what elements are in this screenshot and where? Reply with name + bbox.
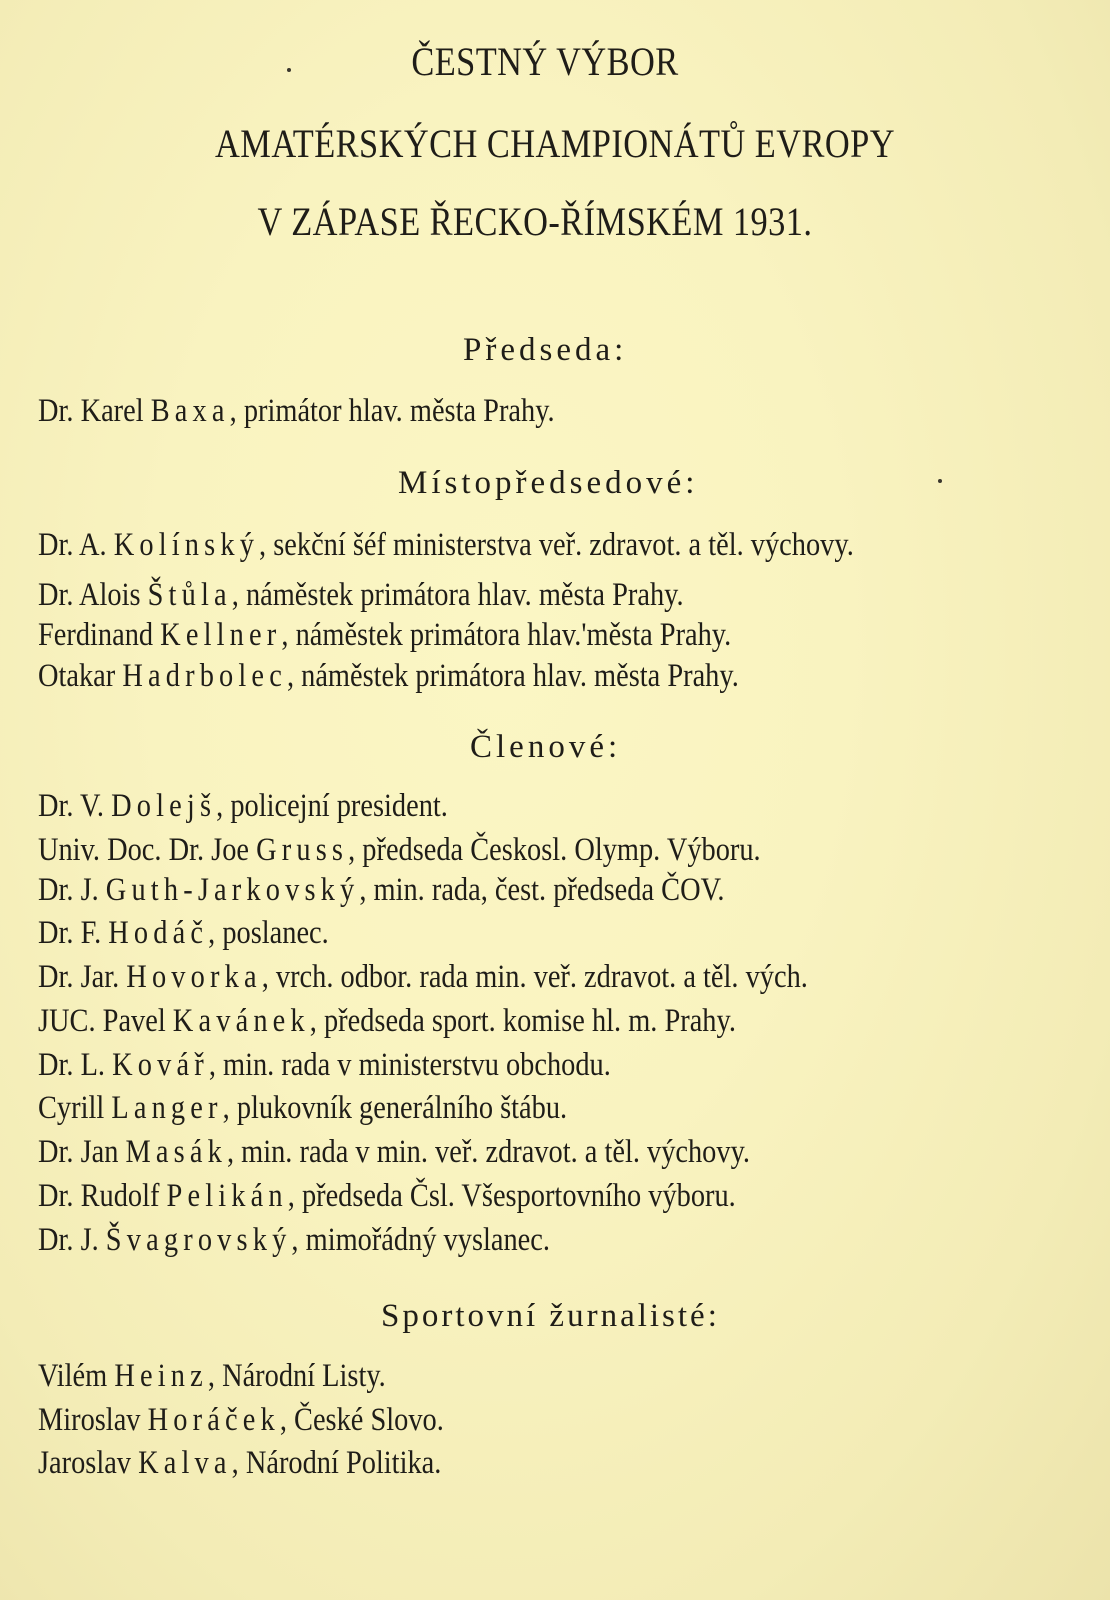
list-item <box>38 617 731 654</box>
entry-prefix: Dr. Jar. <box>38 959 120 995</box>
entry-surname: Guth-Jarkovský <box>105 872 360 908</box>
list-item <box>38 788 448 825</box>
heading-predseda: Předseda: <box>463 332 628 368</box>
entry-role: , předseda Českosl. Olymp. Výboru. <box>348 832 761 868</box>
heading-sportovni-zurnaliste: Sportovní žurnalisté: <box>381 1298 720 1334</box>
list-item <box>38 1090 567 1127</box>
list-item <box>38 658 739 695</box>
list-item <box>38 1134 750 1171</box>
entry-surname: Švagrovský <box>105 1222 292 1258</box>
entry-role: , min. rada v ministerstvu obchodu. <box>208 1047 611 1083</box>
print-speck <box>938 479 942 483</box>
entry-surname: Langer <box>111 1090 223 1126</box>
list-item <box>38 1445 441 1482</box>
list-item <box>38 959 808 996</box>
list-item <box>38 527 854 564</box>
entry-surname: Hodáč <box>108 915 209 951</box>
entry-prefix: Dr. Alois <box>38 577 141 613</box>
title-line-1: ČESTNÝ VÝBOR <box>411 39 679 84</box>
entry-role: , min. rada, čest. předseda ČOV. <box>359 872 725 908</box>
entry-role: , policejní president. <box>216 788 448 824</box>
entry-role: , Národní Politika. <box>231 1445 442 1481</box>
entry-surname: Kellner <box>160 617 282 653</box>
entry-prefix: Otakar <box>38 658 116 694</box>
list-item <box>38 1402 444 1439</box>
entry-surname: Kalva <box>138 1445 232 1481</box>
list-item <box>38 872 725 909</box>
entry-role: , plukovník generálního štábu. <box>222 1090 568 1126</box>
list-item <box>38 832 761 869</box>
entry-role: , Národní Listy. <box>207 1358 386 1394</box>
entry-prefix: Dr. Karel <box>38 393 144 429</box>
entry-role: , vrch. odbor. rada min. veř. zdravot. a těl. vých. <box>261 959 808 995</box>
entry-surname: Horáček <box>147 1402 280 1438</box>
entry-prefix: Dr. A. <box>38 527 107 563</box>
heading-mistopredsedove: Místopředsedové: <box>398 465 699 501</box>
entry-prefix: Miroslav <box>38 1402 141 1438</box>
entry-prefix: Dr. Jan <box>38 1134 119 1170</box>
entry-prefix: JUC. Pavel <box>38 1003 166 1039</box>
entry-surname: Masák <box>125 1134 227 1170</box>
entry-surname: Dolejš <box>111 788 217 824</box>
list-item <box>38 577 684 614</box>
entry-role: , min. rada v min. veř. zdravot. a těl. výchovy. <box>226 1134 751 1170</box>
list-item <box>38 1047 611 1084</box>
entry-prefix: Dr. J. <box>38 1222 99 1258</box>
list-item <box>38 1222 550 1259</box>
list-item <box>38 915 329 952</box>
entry-prefix: Cyrill <box>38 1090 105 1126</box>
entry-prefix: Ferdinand <box>38 617 154 653</box>
entry-role: , předseda Čsl. Všesportovního výboru. <box>287 1178 736 1214</box>
title-line-2: AMATÉRSKÝCH CHAMPIONÁTŮ EVROPY <box>215 121 895 166</box>
list-item <box>38 1178 736 1215</box>
entry-prefix: Dr. Rudolf <box>38 1178 160 1214</box>
entry-surname: Hadrbolec <box>122 658 287 694</box>
entry-surname: Heinz <box>114 1358 208 1394</box>
entry-surname: Gruss <box>256 832 349 868</box>
entry-role: , sekční šéf ministerstva veř. zdravot. a těl. výchovy. <box>259 527 854 563</box>
entry-prefix: Dr. F. <box>38 915 102 951</box>
entry-role: , náměstek primátora hlav. města Prahy. <box>286 658 739 694</box>
entry-surname: Pelikán <box>166 1178 288 1214</box>
entry-surname: Baxa <box>150 393 230 429</box>
list-item <box>38 1003 736 1040</box>
entry-surname: Kavánek <box>172 1003 310 1039</box>
entry-surname: Hovorka <box>126 959 262 995</box>
entry-surname: Štůla <box>147 577 232 613</box>
entry-prefix: Dr. V. <box>38 788 104 824</box>
entry-prefix: Dr. L. <box>38 1047 106 1083</box>
entry-prefix: Dr. J. <box>38 872 99 908</box>
list-item <box>38 1358 386 1395</box>
entry-role: , České Slovo. <box>279 1402 444 1438</box>
entry-role: , náměstek primátora hlav.'města Prahy. <box>281 617 732 653</box>
entry-role: , poslanec. <box>208 915 329 951</box>
entry-prefix: Univ. Doc. Dr. Joe <box>38 832 249 868</box>
entry-prefix: Vilém <box>38 1358 108 1394</box>
heading-clenove: Členové: <box>470 729 622 765</box>
list-item <box>38 393 555 430</box>
entry-role: , mimořádný vyslanec. <box>291 1222 550 1258</box>
entry-surname: Kovář <box>112 1047 209 1083</box>
title-line-3: V ZÁPASE ŘECKO-ŘÍMSKÉM 1931. <box>257 199 813 244</box>
entry-role: , primátor hlav. města Prahy. <box>229 393 555 429</box>
entry-prefix: Jaroslav <box>38 1445 132 1481</box>
entry-role: , předseda sport. komise hl. m. Prahy. <box>309 1003 736 1039</box>
entry-surname: Kolínský <box>113 527 260 563</box>
entry-role: , náměstek primátora hlav. města Prahy. <box>231 577 684 613</box>
